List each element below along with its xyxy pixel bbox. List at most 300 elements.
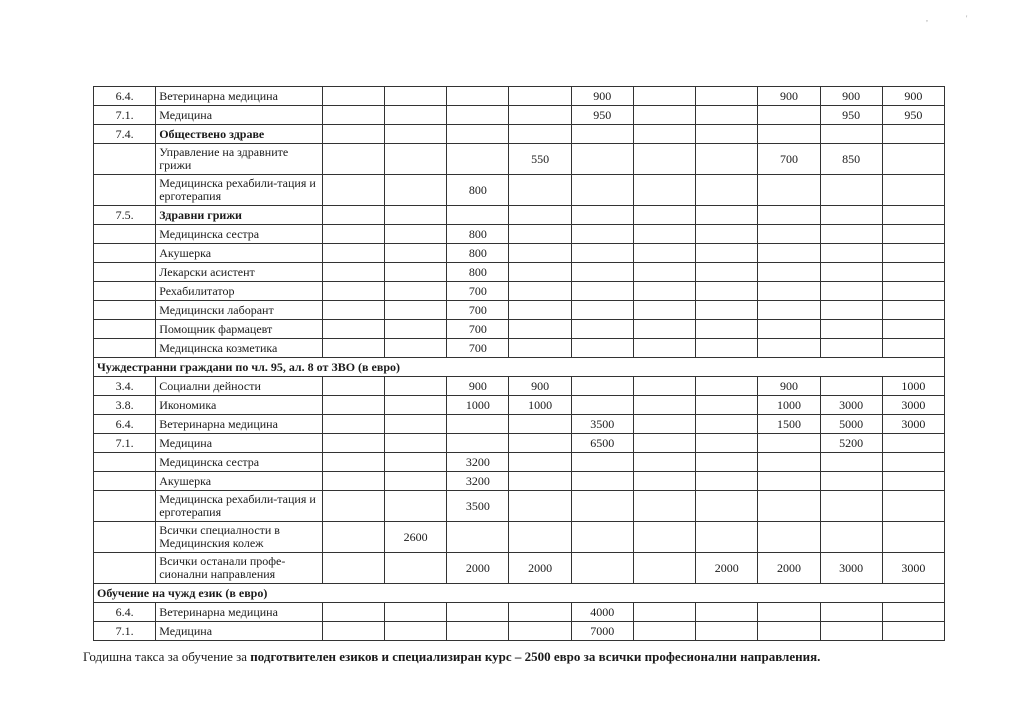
fee-cell xyxy=(447,522,509,553)
fee-cell xyxy=(509,622,571,641)
fee-cell: 800 xyxy=(447,244,509,263)
fee-cell xyxy=(571,522,633,553)
fee-cell xyxy=(509,263,571,282)
fee-cell: 1500 xyxy=(758,415,820,434)
row-code xyxy=(94,339,156,358)
fee-cell xyxy=(322,434,384,453)
fee-cell xyxy=(633,491,695,522)
fee-cell xyxy=(571,225,633,244)
fee-cell xyxy=(820,206,882,225)
fee-cell xyxy=(571,175,633,206)
fee-cell xyxy=(633,320,695,339)
fee-cell xyxy=(509,320,571,339)
fee-cell xyxy=(322,301,384,320)
fee-cell xyxy=(322,522,384,553)
table-row xyxy=(94,453,945,472)
fee-cell: 700 xyxy=(447,282,509,301)
fee-cell xyxy=(571,491,633,522)
fee-cell xyxy=(322,225,384,244)
row-code xyxy=(94,320,156,339)
fee-cell: 3500 xyxy=(447,491,509,522)
fee-cell xyxy=(633,206,695,225)
fee-cell: 2000 xyxy=(447,553,509,584)
fee-cell xyxy=(385,106,447,125)
fee-cell: 550 xyxy=(509,144,571,175)
fee-cell xyxy=(696,282,758,301)
table-row xyxy=(94,301,945,320)
fee-cell: 800 xyxy=(447,175,509,206)
fee-cell xyxy=(633,301,695,320)
fee-cell xyxy=(447,206,509,225)
fee-cell xyxy=(509,206,571,225)
fee-cell xyxy=(882,320,944,339)
fee-cell xyxy=(322,87,384,106)
fee-cell xyxy=(633,453,695,472)
row-code: 6.4. xyxy=(94,415,156,434)
row-code: 7.1. xyxy=(94,434,156,453)
fee-cell xyxy=(758,282,820,301)
fee-cell xyxy=(509,106,571,125)
fee-cell xyxy=(447,603,509,622)
fee-cell xyxy=(447,434,509,453)
table-row xyxy=(94,522,945,553)
table-row xyxy=(94,491,945,522)
fee-cell xyxy=(385,339,447,358)
fee-cell xyxy=(447,415,509,434)
fee-cell xyxy=(820,453,882,472)
table-row xyxy=(94,553,945,584)
fee-cell xyxy=(571,206,633,225)
fee-cell xyxy=(322,125,384,144)
fee-cell xyxy=(696,106,758,125)
fee-cell xyxy=(322,206,384,225)
fee-cell xyxy=(820,175,882,206)
fee-cell xyxy=(758,603,820,622)
fee-cell xyxy=(571,377,633,396)
fee-cell xyxy=(696,125,758,144)
fee-cell xyxy=(882,125,944,144)
fee-cell xyxy=(322,339,384,358)
footnote-prefix: Годишна такса за обучение за xyxy=(83,649,251,664)
fee-cell xyxy=(882,522,944,553)
fee-cell xyxy=(758,453,820,472)
fee-cell xyxy=(758,491,820,522)
fee-cell xyxy=(633,144,695,175)
row-name: Медицина xyxy=(156,434,323,453)
fee-cell xyxy=(696,225,758,244)
fee-cell xyxy=(571,553,633,584)
row-name: Медицина xyxy=(156,622,323,641)
fee-cell xyxy=(571,396,633,415)
fee-cell xyxy=(882,225,944,244)
fee-cell xyxy=(385,125,447,144)
fee-cell xyxy=(820,522,882,553)
fee-cell xyxy=(882,263,944,282)
section-title: Обучение на чужд език (в евро) xyxy=(94,584,945,603)
fee-cell xyxy=(322,622,384,641)
fee-cell xyxy=(385,434,447,453)
table-row xyxy=(94,87,945,106)
fee-cell xyxy=(322,396,384,415)
fee-cell xyxy=(633,339,695,358)
row-name: Медицинска козметика xyxy=(156,339,323,358)
fee-cell: 3200 xyxy=(447,472,509,491)
fee-cell: 1000 xyxy=(758,396,820,415)
fee-cell xyxy=(322,144,384,175)
fee-cell: 950 xyxy=(571,106,633,125)
fee-cell xyxy=(696,320,758,339)
fee-cell: 900 xyxy=(571,87,633,106)
row-code xyxy=(94,225,156,244)
fee-cell xyxy=(385,175,447,206)
row-name: Ветеринарна медицина xyxy=(156,87,323,106)
fee-cell: 700 xyxy=(447,320,509,339)
fee-cell xyxy=(385,491,447,522)
fee-cell: 6500 xyxy=(571,434,633,453)
fee-cell xyxy=(509,244,571,263)
fee-cell xyxy=(509,282,571,301)
row-code: 7.1. xyxy=(94,622,156,641)
row-name: Акушерка xyxy=(156,472,323,491)
fee-cell xyxy=(696,622,758,641)
row-code: 7.4. xyxy=(94,125,156,144)
row-name: Акушерка xyxy=(156,244,323,263)
row-name: Лекарски асистент xyxy=(156,263,323,282)
fee-cell xyxy=(882,434,944,453)
fee-cell xyxy=(758,301,820,320)
row-name: Помощник фармацевт xyxy=(156,320,323,339)
fee-cell xyxy=(571,125,633,144)
fees-table-body xyxy=(94,87,945,641)
fee-cell xyxy=(758,320,820,339)
fee-cell xyxy=(509,415,571,434)
fee-cell xyxy=(696,377,758,396)
row-code: 7.5. xyxy=(94,206,156,225)
fee-cell: 7000 xyxy=(571,622,633,641)
fee-cell xyxy=(820,301,882,320)
fee-cell: 800 xyxy=(447,225,509,244)
fee-cell: 900 xyxy=(758,87,820,106)
fee-cell: 3000 xyxy=(882,553,944,584)
row-name: Медицинска сестра xyxy=(156,225,323,244)
fee-cell xyxy=(571,320,633,339)
fee-cell xyxy=(882,339,944,358)
fee-cell xyxy=(322,282,384,301)
fee-cell xyxy=(509,225,571,244)
section-row xyxy=(94,584,945,603)
fee-cell xyxy=(322,472,384,491)
footnote-bold: подготвителен езиков и специализиран курс – 2500 евро за всички професионални направления. xyxy=(250,649,821,664)
row-name: Социални дейности xyxy=(156,377,323,396)
fee-cell xyxy=(385,472,447,491)
table-row xyxy=(94,622,945,641)
fee-cell xyxy=(385,282,447,301)
fee-cell xyxy=(385,301,447,320)
fee-cell: 850 xyxy=(820,144,882,175)
fee-cell xyxy=(633,415,695,434)
fee-cell: 3000 xyxy=(820,553,882,584)
fee-cell xyxy=(758,244,820,263)
fee-cell: 700 xyxy=(447,301,509,320)
fee-cell: 950 xyxy=(882,106,944,125)
fee-cell xyxy=(820,472,882,491)
row-code xyxy=(94,244,156,263)
fee-cell xyxy=(322,106,384,125)
fee-cell xyxy=(509,434,571,453)
fee-cell: 900 xyxy=(820,87,882,106)
fee-cell: 1000 xyxy=(509,396,571,415)
fee-cell xyxy=(571,453,633,472)
fee-cell xyxy=(633,282,695,301)
table-row xyxy=(94,175,945,206)
fee-cell xyxy=(385,453,447,472)
fee-cell xyxy=(571,339,633,358)
fee-cell xyxy=(696,415,758,434)
fee-cell xyxy=(696,87,758,106)
row-name: Медицинска рехабили-тация и ерготерапия xyxy=(156,175,323,206)
table-row xyxy=(94,244,945,263)
fee-cell xyxy=(571,282,633,301)
fee-cell: 2000 xyxy=(758,553,820,584)
row-code xyxy=(94,301,156,320)
fee-cell xyxy=(820,244,882,263)
fee-cell xyxy=(820,377,882,396)
fee-cell xyxy=(758,472,820,491)
row-code: 3.8. xyxy=(94,396,156,415)
fee-cell xyxy=(633,225,695,244)
row-name: Ветеринарна медицина xyxy=(156,415,323,434)
row-code xyxy=(94,144,156,175)
fee-cell xyxy=(571,301,633,320)
fee-cell xyxy=(385,206,447,225)
fee-cell xyxy=(758,263,820,282)
fee-cell xyxy=(696,206,758,225)
fee-cell xyxy=(571,472,633,491)
row-code xyxy=(94,522,156,553)
fee-cell xyxy=(385,244,447,263)
row-name: Медицински лаборант xyxy=(156,301,323,320)
row-name: Здравни грижи xyxy=(156,206,323,225)
fee-cell xyxy=(820,491,882,522)
fee-cell xyxy=(820,339,882,358)
fee-cell: 3000 xyxy=(820,396,882,415)
fee-cell xyxy=(385,144,447,175)
fee-cell xyxy=(758,434,820,453)
fee-cell xyxy=(509,301,571,320)
row-name: Ветеринарна медицина xyxy=(156,603,323,622)
fee-cell xyxy=(882,603,944,622)
row-code: 6.4. xyxy=(94,603,156,622)
fee-cell xyxy=(882,301,944,320)
fee-cell xyxy=(571,263,633,282)
row-code xyxy=(94,491,156,522)
fee-cell xyxy=(882,622,944,641)
fee-cell xyxy=(509,522,571,553)
table-row xyxy=(94,415,945,434)
fee-cell xyxy=(696,396,758,415)
fee-cell xyxy=(633,106,695,125)
section-title: Чуждестранни граждани по чл. 95, ал. 8 от ЗВО (в евро) xyxy=(94,358,945,377)
fee-cell xyxy=(385,225,447,244)
fee-cell xyxy=(633,622,695,641)
fee-cell xyxy=(322,415,384,434)
fee-cell xyxy=(447,622,509,641)
fee-cell xyxy=(758,225,820,244)
fee-cell xyxy=(509,491,571,522)
fee-cell xyxy=(385,396,447,415)
fee-cell xyxy=(571,144,633,175)
fee-cell xyxy=(509,87,571,106)
fee-cell xyxy=(758,339,820,358)
fee-cell xyxy=(385,377,447,396)
table-row xyxy=(94,206,945,225)
fee-cell: 700 xyxy=(758,144,820,175)
fee-cell: 2000 xyxy=(696,553,758,584)
fee-cell xyxy=(322,453,384,472)
fee-cell xyxy=(447,125,509,144)
table-row xyxy=(94,263,945,282)
row-name: Икономика xyxy=(156,396,323,415)
fee-cell xyxy=(758,206,820,225)
row-name: Управление на здравните грижи xyxy=(156,144,323,175)
row-code xyxy=(94,472,156,491)
fee-cell xyxy=(633,87,695,106)
fee-cell xyxy=(385,622,447,641)
row-name: Медицинска сестра xyxy=(156,453,323,472)
fee-cell: 900 xyxy=(882,87,944,106)
row-name: Обществено здраве xyxy=(156,125,323,144)
fee-cell xyxy=(633,434,695,453)
fee-cell: 700 xyxy=(447,339,509,358)
row-code: 7.1. xyxy=(94,106,156,125)
fee-cell xyxy=(696,339,758,358)
fee-cell: 2000 xyxy=(509,553,571,584)
row-code: 3.4. xyxy=(94,377,156,396)
fee-cell xyxy=(696,472,758,491)
row-code xyxy=(94,553,156,584)
table-row xyxy=(94,603,945,622)
fee-cell xyxy=(322,175,384,206)
table-row xyxy=(94,144,945,175)
table-row xyxy=(94,339,945,358)
fee-cell: 1000 xyxy=(447,396,509,415)
fee-cell xyxy=(322,320,384,339)
fee-cell xyxy=(820,225,882,244)
fee-cell xyxy=(696,603,758,622)
row-name: Медицинска рехабили-тация и ерготерапия xyxy=(156,491,323,522)
fee-cell xyxy=(447,144,509,175)
scan-mark: , xyxy=(926,14,928,23)
fee-cell xyxy=(633,522,695,553)
footnote xyxy=(83,649,820,665)
fee-cell xyxy=(385,415,447,434)
fee-cell xyxy=(633,125,695,144)
table-row xyxy=(94,434,945,453)
fee-cell xyxy=(571,244,633,263)
fee-cell xyxy=(447,106,509,125)
fee-cell xyxy=(633,175,695,206)
fee-cell xyxy=(882,175,944,206)
row-code xyxy=(94,282,156,301)
fee-cell xyxy=(882,144,944,175)
fee-cell: 800 xyxy=(447,263,509,282)
fee-cell xyxy=(385,553,447,584)
fee-cell xyxy=(385,320,447,339)
fee-cell xyxy=(696,263,758,282)
fee-cell xyxy=(696,144,758,175)
fee-cell xyxy=(696,175,758,206)
fee-cell xyxy=(322,244,384,263)
row-name: Медицина xyxy=(156,106,323,125)
fee-cell xyxy=(509,603,571,622)
fee-cell: 5200 xyxy=(820,434,882,453)
row-name: Всички останали профе-сионални направления xyxy=(156,553,323,584)
fee-cell: 1000 xyxy=(882,377,944,396)
fee-cell xyxy=(696,244,758,263)
table-row xyxy=(94,106,945,125)
fee-cell xyxy=(882,244,944,263)
fee-cell: 3500 xyxy=(571,415,633,434)
fee-cell: 900 xyxy=(447,377,509,396)
table-row xyxy=(94,472,945,491)
fee-cell xyxy=(509,339,571,358)
fee-cell xyxy=(882,453,944,472)
fee-cell xyxy=(322,603,384,622)
fee-cell xyxy=(758,125,820,144)
row-name: Рехабилитатор xyxy=(156,282,323,301)
fee-cell xyxy=(322,377,384,396)
fee-cell: 3200 xyxy=(447,453,509,472)
fee-cell xyxy=(758,622,820,641)
fees-table xyxy=(93,86,945,641)
fee-cell xyxy=(633,603,695,622)
row-name: Всички специалности в Медицинския колеж xyxy=(156,522,323,553)
fee-cell xyxy=(696,453,758,472)
row-code xyxy=(94,263,156,282)
fee-cell xyxy=(633,472,695,491)
fee-cell xyxy=(696,491,758,522)
row-code xyxy=(94,453,156,472)
section-row xyxy=(94,358,945,377)
fee-cell xyxy=(758,106,820,125)
fee-cell: 3000 xyxy=(882,415,944,434)
fee-cell xyxy=(882,491,944,522)
fee-cell: 2600 xyxy=(385,522,447,553)
table-row xyxy=(94,225,945,244)
fee-cell: 900 xyxy=(758,377,820,396)
fee-cell xyxy=(820,125,882,144)
fee-cell xyxy=(385,263,447,282)
fee-cell xyxy=(509,472,571,491)
fee-cell: 4000 xyxy=(571,603,633,622)
fee-cell xyxy=(633,553,695,584)
fee-cell xyxy=(322,491,384,522)
fee-cell xyxy=(509,453,571,472)
fee-cell xyxy=(882,282,944,301)
scan-mark: ' xyxy=(966,14,968,23)
fee-cell xyxy=(820,263,882,282)
fee-cell xyxy=(509,125,571,144)
table-row xyxy=(94,377,945,396)
fee-cell xyxy=(758,175,820,206)
table-row xyxy=(94,320,945,339)
fee-cell xyxy=(820,320,882,339)
fee-cell xyxy=(633,377,695,396)
row-code: 6.4. xyxy=(94,87,156,106)
table-row xyxy=(94,396,945,415)
fee-cell xyxy=(385,603,447,622)
fee-cell xyxy=(385,87,447,106)
